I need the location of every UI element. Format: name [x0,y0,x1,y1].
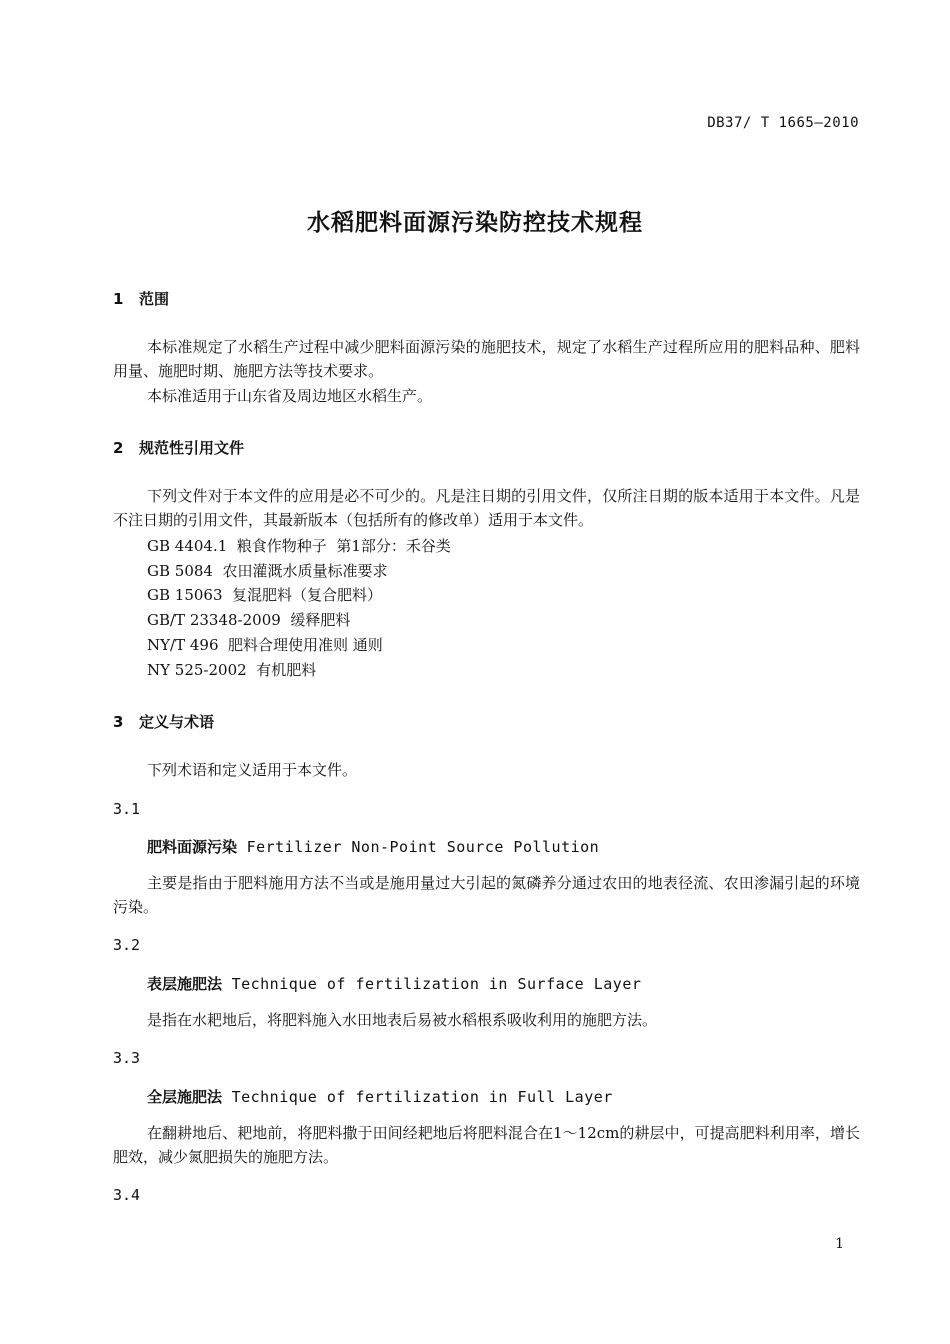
section-title: 定义与术语 [139,713,215,731]
reference-item: NY/T 496 肥料合理使用准则 通则 [147,636,383,654]
term-name-zh: 表层施肥法 [147,975,223,993]
term-name-zh: 全层施肥法 [147,1088,223,1106]
page-number: 1 [835,1236,844,1252]
term-name-en: Technique of fertilization in Full Layer [231,1088,613,1106]
term-definition: 主要是指由于肥料施用方法不当或是施用量过大引起的氮磷养分通过农田的地表径流、农田渗漏引起的环境污染。 [113,874,860,916]
term-name-zh: 肥料面源污染 [147,838,238,856]
paragraph-references-intro: 下列文件对于本文件的应用是必不可少的。凡是注日期的引用文件，仅所注日期的版本适用于本文件。凡是不注日期的引用文件，其最新版本（包括所有的修改单）适用于本文件。 [113,487,860,529]
section-number: 1 [113,290,124,308]
document-title: 水稻肥料面源污染防控技术规程 [307,210,643,236]
term-definition: 在翻耕地后、耙地前，将肥料撒于田间经耙地后将肥料混合在1～12cm的耕层中，可提高肥料利用率，增长肥效，减少氮肥损失的施肥方法。 [113,1124,860,1166]
standard-code: DB37/ T 1665—2010 [707,115,859,131]
section-number: 3 [113,713,124,731]
term-name-en: Technique of fertilization in Surface Layer [231,975,642,993]
term-number: 3.2 [113,936,141,954]
paragraph-scope-2: 本标准适用于山东省及周边地区水稻生产。 [147,387,433,405]
section-title: 范围 [139,290,170,308]
reference-item: GB 5084 农田灌溉水质量标准要求 [147,562,388,580]
paragraph-definitions-intro: 下列术语和定义适用于本文件。 [147,761,358,779]
term-heading [147,973,641,994]
term-number: 3.4 [113,1186,141,1204]
term-definition: 是指在水耙地后，将肥料施入水田地表后易被水稻根系吸收利用的施肥方法。 [147,1011,658,1029]
reference-item: GB 15063 复混肥料（复合肥料） [147,586,383,604]
term-name-en: Fertilizer Non-Point Source Pollution [246,838,600,856]
section-heading-normative-references [113,437,244,458]
reference-item: NY 525-2002 有机肥料 [147,661,317,679]
section-number: 2 [113,439,124,457]
paragraph-scope-1: 本标准规定了水稻生产过程中减少肥料面源污染的施肥技术，规定了水稻生产过程所应用的肥料品种、肥料用量、施肥时期、施肥方法等技术要求。 [113,338,860,380]
term-number: 3.1 [113,800,141,818]
reference-item: GB/T 23348-2009 缓释肥料 [147,611,351,629]
term-number: 3.3 [113,1049,141,1067]
term-heading [147,1086,613,1107]
section-heading-definitions [113,711,214,732]
section-title: 规范性引用文件 [139,439,245,457]
term-heading [147,836,599,857]
section-heading-scope [113,288,169,309]
reference-item: GB 4404.1 粮食作物种子 第1部分：禾谷类 [147,537,451,555]
